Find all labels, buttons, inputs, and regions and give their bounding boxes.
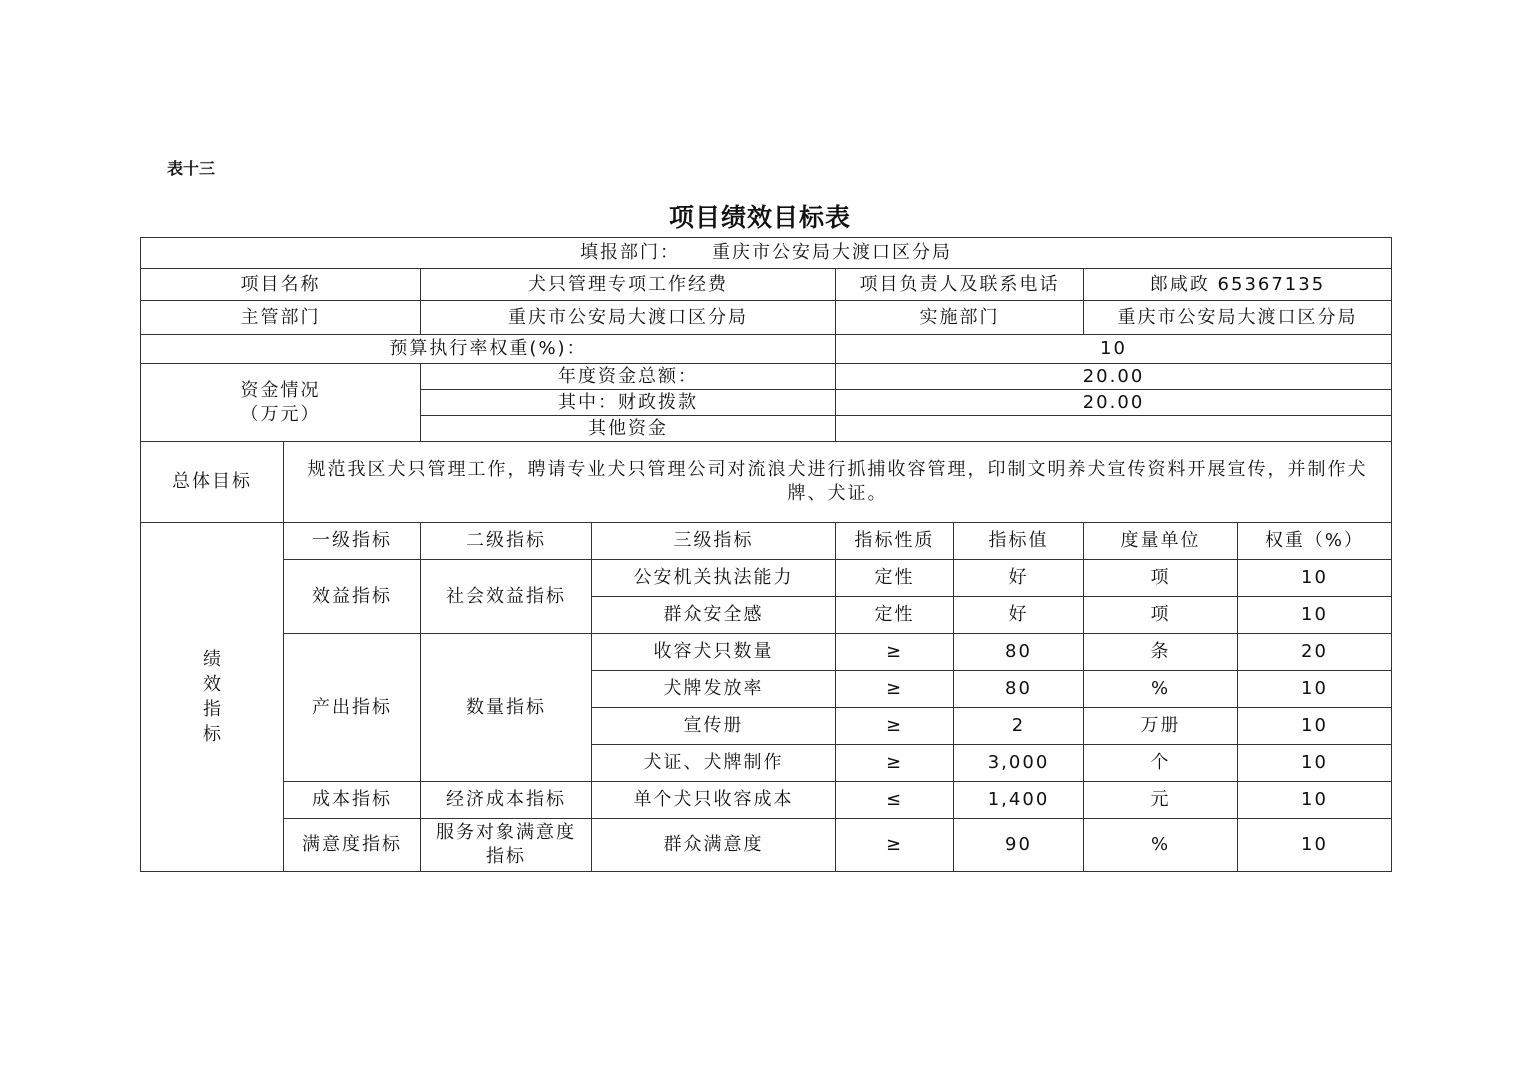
header-unit: 度量单位 [1084, 523, 1238, 560]
funds-label-line2: （万元） [240, 403, 321, 425]
department-row [141, 301, 1392, 335]
level2-line2: 指标 [486, 846, 526, 867]
project-name-row [141, 269, 1392, 301]
value-cell: 2 [954, 708, 1084, 745]
fill-dept-cell [141, 238, 1392, 269]
nature-cell: ≤ [836, 782, 954, 819]
section-char: 标 [203, 724, 221, 745]
fill-dept-row [141, 238, 1392, 269]
weight-cell: 10 [1238, 597, 1392, 634]
indicator-header-row [141, 523, 1392, 560]
nature-cell: 定性 [836, 560, 954, 597]
nature-cell: ≥ [836, 708, 954, 745]
header-level2: 二级指标 [421, 523, 592, 560]
other-funds-label: 其他资金 [421, 416, 836, 442]
level2-line1: 服务对象满意度 [436, 822, 576, 843]
table-row [141, 634, 1392, 671]
nature-cell: ≥ [836, 634, 954, 671]
level3-cell: 公安机关执法能力 [592, 560, 836, 597]
table-number: 表十三 [167, 159, 216, 178]
value-cell: 80 [954, 634, 1084, 671]
unit-cell: 万册 [1084, 708, 1238, 745]
fiscal-funds-value: 20.00 [836, 390, 1392, 416]
level2-cell [421, 819, 592, 872]
unit-cell: % [1084, 671, 1238, 708]
indicators-section-label [141, 523, 284, 872]
annual-funds-label: 年度资金总额： [421, 364, 836, 390]
weight-cell: 20 [1238, 634, 1392, 671]
fiscal-funds-label: 其中：财政拨款 [421, 390, 836, 416]
section-char: 绩 [203, 649, 221, 670]
section-char: 效 [203, 674, 221, 695]
header-nature: 指标性质 [836, 523, 954, 560]
level2-cell: 社会效益指标 [421, 560, 592, 634]
level3-cell: 群众安全感 [592, 597, 836, 634]
unit-cell: 项 [1084, 560, 1238, 597]
weight-cell: 10 [1238, 708, 1392, 745]
implementer-value: 重庆市公安局大渡口区分局 [1084, 301, 1392, 335]
weight-cell: 10 [1238, 745, 1392, 782]
funds-label-line1: 资金情况 [240, 379, 321, 401]
level1-cell: 成本指标 [284, 782, 421, 819]
level1-cell: 产出指标 [284, 634, 421, 782]
unit-cell: 元 [1084, 782, 1238, 819]
section-char: 指 [203, 699, 221, 720]
performance-target-table [140, 237, 1392, 872]
level2-cell: 数量指标 [421, 634, 592, 782]
value-cell: 80 [954, 671, 1084, 708]
supervisor-label: 主管部门 [141, 301, 421, 335]
owner-label: 项目负责人及联系电话 [836, 269, 1084, 301]
budget-weight-label: 预算执行率权重(%)： [141, 335, 836, 364]
weight-cell: 10 [1238, 782, 1392, 819]
project-name-value: 犬只管理专项工作经费 [421, 269, 836, 301]
level2-cell: 经济成本指标 [421, 782, 592, 819]
overall-goal-text: 规范我区犬只管理工作，聘请专业犬只管理公司对流浪犬进行抓捕收容管理，印制文明养犬宣传资料开展宣传，并制作犬牌、犬证。 [284, 442, 1392, 523]
annual-funds-value: 20.00 [836, 364, 1392, 390]
header-weight: 权重（%） [1238, 523, 1392, 560]
value-cell: 好 [954, 560, 1084, 597]
header-level1: 一级指标 [284, 523, 421, 560]
level3-cell: 犬证、犬牌制作 [592, 745, 836, 782]
weight-cell: 10 [1238, 560, 1392, 597]
level3-cell: 犬牌发放率 [592, 671, 836, 708]
value-cell: 1,400 [954, 782, 1084, 819]
unit-cell: % [1084, 819, 1238, 872]
nature-cell: 定性 [836, 597, 954, 634]
nature-cell: ≥ [836, 671, 954, 708]
level1-cell: 效益指标 [284, 560, 421, 634]
owner-value: 郎咸政 65367135 [1084, 269, 1392, 301]
header-level3: 三级指标 [592, 523, 836, 560]
unit-cell: 条 [1084, 634, 1238, 671]
fill-dept-value: 重庆市公安局大渡口区分局 [712, 242, 952, 263]
funds-annual-row [141, 364, 1392, 390]
project-name-label: 项目名称 [141, 269, 421, 301]
budget-weight-value: 10 [836, 335, 1392, 364]
level3-cell: 收容犬只数量 [592, 634, 836, 671]
weight-cell: 10 [1238, 819, 1392, 872]
weight-cell: 10 [1238, 671, 1392, 708]
level3-cell: 宣传册 [592, 708, 836, 745]
header-value: 指标值 [954, 523, 1084, 560]
level1-cell: 满意度指标 [284, 819, 421, 872]
overall-goal-row [141, 442, 1392, 523]
unit-cell: 项 [1084, 597, 1238, 634]
overall-goal-label: 总体目标 [141, 442, 284, 523]
implementer-label: 实施部门 [836, 301, 1084, 335]
fill-dept-label: 填报部门： [580, 242, 680, 263]
value-cell: 3,000 [954, 745, 1084, 782]
nature-cell: ≥ [836, 745, 954, 782]
table-row [141, 560, 1392, 597]
unit-cell: 个 [1084, 745, 1238, 782]
budget-weight-row [141, 335, 1392, 364]
level3-cell: 单个犬只收容成本 [592, 782, 836, 819]
funds-label [141, 364, 421, 442]
nature-cell: ≥ [836, 819, 954, 872]
value-cell: 90 [954, 819, 1084, 872]
supervisor-value: 重庆市公安局大渡口区分局 [421, 301, 836, 335]
other-funds-value [836, 416, 1392, 442]
table-row [141, 782, 1392, 819]
level3-cell: 群众满意度 [592, 819, 836, 872]
table-row [141, 819, 1392, 872]
document-title: 项目绩效目标表 [668, 203, 851, 232]
value-cell: 好 [954, 597, 1084, 634]
